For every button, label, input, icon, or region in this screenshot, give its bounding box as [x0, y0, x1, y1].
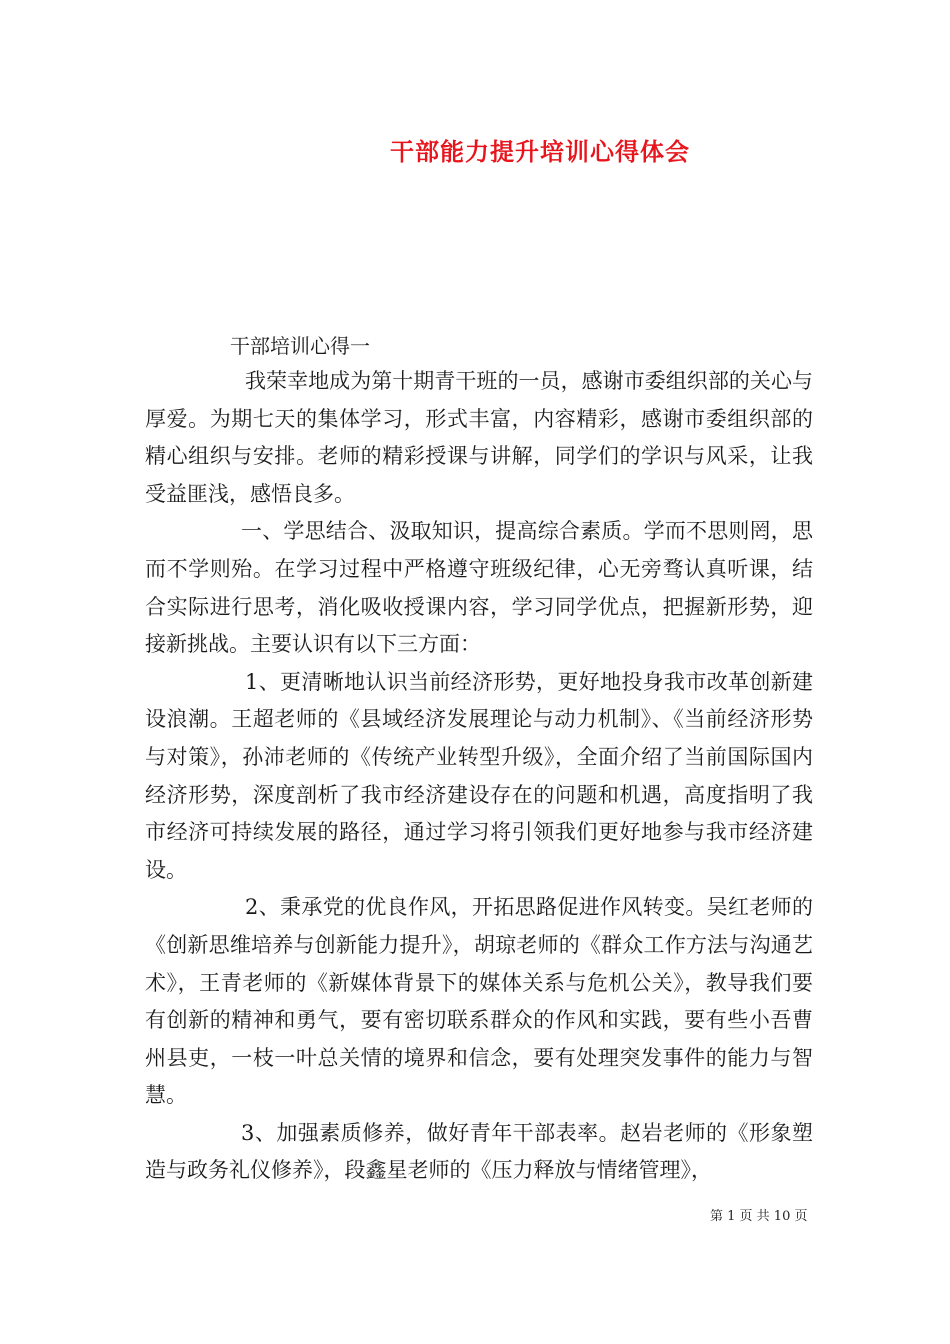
paragraph-item-2: 2、秉承党的优良作风，开拓思路促进作风转变。吴红老师的《创新思维培养与创新能力提升》，胡琼老师的《群众工作方法与沟通艺术》，王青老师的《新媒体背景下的媒体关系与危机公关》，教导我们要有创新的精神和勇气，要有密切联系群众的作风和实践，要有些小吾曹州县吏，一枝一叶总关情的境界和信念，要有处理突发事件的能力与智慧。	[145, 895, 813, 1108]
document-title: 干部能力提升培训心得体会	[390, 137, 690, 166]
page-number-footer: 第 1 页 共 10 页	[710, 1209, 808, 1224]
paragraph-point-one: 一、学思结合、汲取知识，提高综合素质。学而不思则罔，思而不学则殆。在学习过程中严格遵守班级纪律，心无旁骛认真听课，结合实际进行思考，消化吸收授课内容，学习同学优点，把握新形势，迎接新挑战。主要认识有以下三方面：	[145, 519, 813, 657]
paragraph-item-3: 3、加强素质修养，做好青年干部表率。赵岩老师的《形象塑造与政务礼仪修养》，段鑫星老师的《压力释放与情绪管理》，	[145, 1120, 813, 1183]
document-body	[145, 363, 813, 1190]
paragraph-intro: 我荣幸地成为第十期青干班的一员，感谢市委组织部的关心与厚爱。为期七天的集体学习，形式丰富，内容精彩，感谢市委组织部的精心组织与安排。老师的精彩授课与讲解，同学们的学识与风采，让我受益匪浅，感悟良多。	[145, 369, 813, 506]
paragraph-item-1: 1、更清晰地认识当前经济形势，更好地投身我市改革创新建设浪潮。王超老师的《县域经济发展理论与动力机制》、《当前经济形势与对策》，孙沛老师的《传统产业转型升级》，全面介绍了当前国际国内经济形势，深度剖析了我市经济建设存在的问题和机遇，高度指明了我市经济可持续发展的路径，通过学习将引领我们更好地参与我市经济建设。	[145, 669, 813, 882]
section-heading: 干部培训心得一	[230, 334, 370, 358]
